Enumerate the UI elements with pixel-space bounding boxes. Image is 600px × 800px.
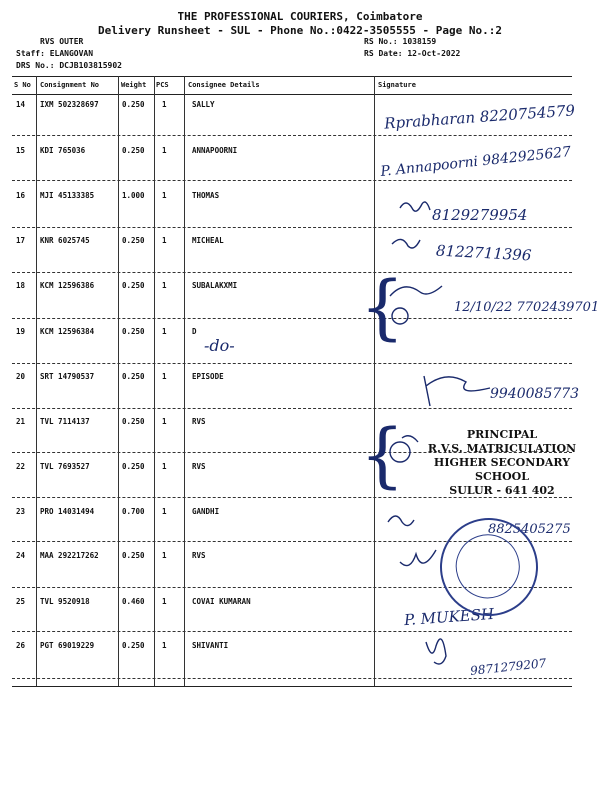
signature-handwritten: 8825405275	[488, 522, 571, 537]
round-seal-inner	[447, 526, 528, 607]
cell-consignment: TVL 7114137	[40, 417, 90, 426]
cell-consignment: PRO 14031494	[40, 507, 95, 516]
cell-consignment: MJI 45133385	[40, 191, 95, 200]
cell-weight: 0.250	[122, 551, 145, 560]
runsheet-title: THE PROFESSIONAL COURIERS, Coimbatore	[177, 10, 423, 23]
cell-weight: 0.250	[122, 100, 145, 109]
stamp-line: HIGHER SECONDARY SCHOOL	[433, 456, 571, 483]
cell-weight: 1.000	[122, 191, 145, 200]
cell-consignment: KDI 765036	[40, 146, 86, 155]
signature-handwritten: P. MUKESH	[403, 604, 495, 630]
col-header-signature: Signature	[378, 81, 416, 89]
signature-handwritten: 8129279954	[432, 206, 528, 224]
cell-consignee: ANNAPOORNI	[192, 146, 238, 155]
signature-handwritten: Rprabharan 8220754579	[383, 101, 576, 133]
cell-consignment: IXM 502328697	[40, 100, 99, 109]
cell-sno: 20	[16, 372, 26, 381]
rs-number: RS No.: 1038159	[364, 37, 437, 46]
cell-pcs: 1	[162, 327, 167, 336]
cell-pcs: 1	[162, 372, 167, 381]
stamp-line: PRINCIPAL	[466, 428, 538, 441]
col-header-sno: S No	[14, 81, 31, 89]
cell-weight: 0.250	[122, 327, 145, 336]
cell-weight: 0.250	[122, 462, 145, 471]
cell-pcs: 1	[162, 281, 167, 290]
cell-consignment: MAA 292217262	[40, 551, 99, 560]
scribble-row17	[392, 239, 420, 248]
cell-consignee: RVS	[192, 462, 206, 471]
drs-number: DRS No.: DCJB103815902	[16, 61, 122, 70]
cell-consignee: SUBALAKXMI	[192, 281, 238, 290]
cell-sno: 26	[16, 641, 26, 650]
scribble-row24	[400, 550, 436, 566]
cell-pcs: 1	[162, 507, 167, 516]
cell-weight: 0.250	[122, 281, 145, 290]
cell-weight: 0.250	[122, 641, 145, 650]
rs-date: RS Date: 12-Oct-2022	[364, 49, 461, 58]
consignee-note-handwritten: -do-	[204, 336, 235, 355]
cell-sno: 16	[16, 191, 26, 200]
cell-sno: 22	[16, 462, 26, 471]
cell-pcs: 1	[162, 191, 167, 200]
cell-consignee: SHIVANTI	[192, 641, 229, 650]
col-header-pcs: PCS	[156, 81, 169, 89]
runsheet-subtitle: Delivery Runsheet - SUL - Phone No.:0422-3505555 - Page No.:2	[98, 24, 502, 37]
cell-pcs: 1	[162, 597, 167, 606]
cell-weight: 0.460	[122, 597, 145, 606]
scribble-row26	[426, 639, 446, 664]
cell-weight: 0.700	[122, 507, 145, 516]
cell-consignment: PGT 69019229	[40, 641, 95, 650]
cell-weight: 0.250	[122, 417, 145, 426]
cell-consignee: THOMAS	[192, 191, 220, 200]
cell-pcs: 1	[162, 641, 167, 650]
cell-consignee: RVS	[192, 551, 206, 560]
cell-consignment: KCM 12596386	[40, 281, 95, 290]
cell-consignee: EPISODE	[192, 372, 224, 381]
cell-sno: 18	[16, 281, 26, 290]
cell-consignment: KCM 12596384	[40, 327, 95, 336]
cell-pcs: 1	[162, 551, 167, 560]
brace-mark: {	[360, 414, 405, 496]
signature-handwritten: 8122711396	[435, 241, 532, 265]
cell-sno: 25	[16, 597, 26, 606]
scribble-row16	[400, 202, 430, 211]
cell-consignment: TVL 9520918	[40, 597, 90, 606]
cell-consignment: TVL 7693527	[40, 462, 90, 471]
cell-weight: 0.250	[122, 236, 145, 245]
cell-pcs: 1	[162, 146, 167, 155]
cell-sno: 19	[16, 327, 26, 336]
cell-consignee: SALLY	[192, 100, 215, 109]
cell-consignee: MICHEAL	[192, 236, 224, 245]
staff-name: Staff: ELANGOVAN	[16, 49, 94, 58]
principal-stamp	[412, 428, 592, 498]
cell-consignment: SRT 14790537	[40, 372, 95, 381]
stamp-line: SULUR - 641 402	[449, 484, 555, 497]
cell-consignee: D	[192, 327, 197, 336]
stamp-line: R.V.S. MATRICULATION	[427, 442, 577, 455]
cell-sno: 24	[16, 551, 26, 560]
col-header-weight: Weight	[121, 81, 147, 89]
col-header-consignment: Consignment No	[40, 81, 100, 89]
signature-handwritten: 12/10/22 7702439701	[454, 300, 600, 315]
signature-handwritten: 9940085773	[490, 386, 580, 402]
cell-consignee: GANDHI	[192, 507, 220, 516]
cell-pcs: 1	[162, 462, 167, 471]
cell-consignee: RVS	[192, 417, 206, 426]
col-header-consignee: Consignee Details	[188, 81, 260, 89]
signature-handwritten: 9871279207	[469, 656, 547, 678]
cell-consignee: COVAI KUMARAN	[192, 597, 251, 606]
branch-line: RVS OUTER	[40, 37, 84, 46]
scribble-row23	[388, 516, 414, 526]
cell-weight: 0.250	[122, 372, 145, 381]
cell-consignment: KNR 6025745	[40, 236, 90, 245]
signature-handwritten: P. Annapoorni 9842925627	[379, 144, 572, 180]
cell-sno: 23	[16, 507, 26, 516]
cell-pcs: 1	[162, 100, 167, 109]
cell-sno: 17	[16, 236, 26, 245]
cell-weight: 0.250	[122, 146, 145, 155]
cell-pcs: 1	[162, 417, 167, 426]
scribble-row20	[424, 376, 490, 406]
brace-mark: {	[360, 266, 405, 348]
cell-sno: 14	[16, 100, 26, 109]
cell-pcs: 1	[162, 236, 167, 245]
cell-sno: 21	[16, 417, 26, 426]
cell-sno: 15	[16, 146, 26, 155]
